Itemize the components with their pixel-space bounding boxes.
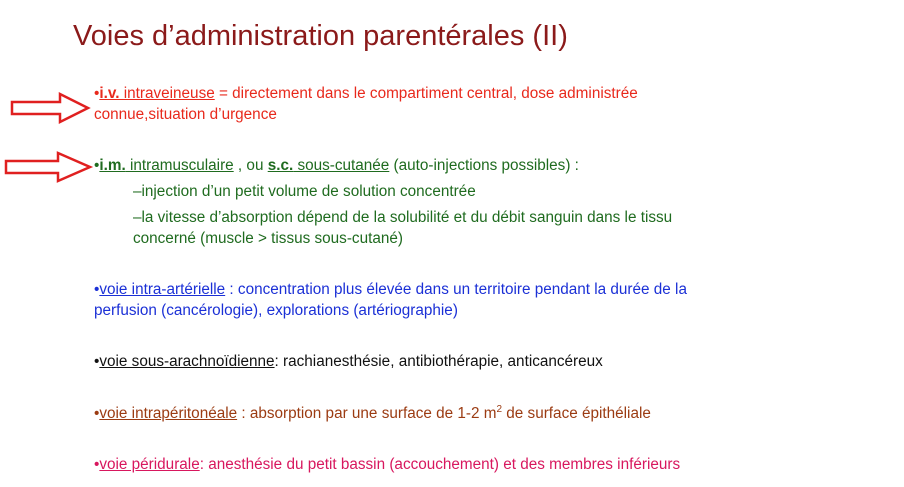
intraperitoneale-name: voie intrapéritonéale [99,405,238,422]
sc-abbr: s.c. [267,157,294,174]
intra-arterielle-line-1: •voie intra-artérielle : concentration plus élevée dans un territoire pendant la durée de la [94,281,687,298]
im-line-1: •i.m. intramusculaire , ou s.c. sous-cutanée (auto-injections possibles) : [94,157,579,174]
im-name: intramusculaire [125,157,234,174]
sous-arachnoidienne-name: voie sous-arachnoïdienne [99,353,275,370]
bullet-intra-arterielle [94,279,774,321]
peridurale-name: voie péridurale [99,456,200,473]
bullet-sous-arachnoidienne: •voie sous-arachnoïdienne: rachianesthésie, antibiothérapie, anticancéreux [94,353,603,370]
iv-line-2: connue,situation d’urgence [94,106,277,123]
im-sub-2-line-2: concerné (muscle > tissus sous-cutané) [133,230,403,247]
intra-arterielle-name: voie intra-artérielle [99,281,226,298]
bullet-peridurale: •voie péridurale: anesthésie du petit bassin (accouchement) et des membres inférieurs [94,456,681,473]
iv-line-1: •i.v. intraveineuse = directement dans le compartiment central, dose administrée [94,85,638,102]
iv-name: intraveineuse [119,85,215,102]
arrow-iv-icon [0,91,94,125]
sc-name: sous-cutanée [293,157,390,174]
bullet-intraperitoneale: •voie intrapéritonéale : absorption par une surface de 1-2 $m^2$ de surface épithéliale [94,404,651,422]
im-sub-1: –injection d’un petit volume de solution concentrée [133,183,476,200]
intra-arterielle-line-2: perfusion (cancérologie), explorations (artériographie) [94,302,458,319]
im-sub-2-line-1: –la vitesse d’absorption dépend de la solubilité et du débit sanguin dans le tissu [133,209,673,226]
slide-title: Voies d’administration parentérales (II) [73,20,568,52]
iv-abbr: i.v. [99,85,120,102]
bullet-iv [94,83,774,125]
arrow-im-icon [0,150,94,184]
bullet-im [94,155,774,249]
im-abbr: i.m. [99,157,126,174]
